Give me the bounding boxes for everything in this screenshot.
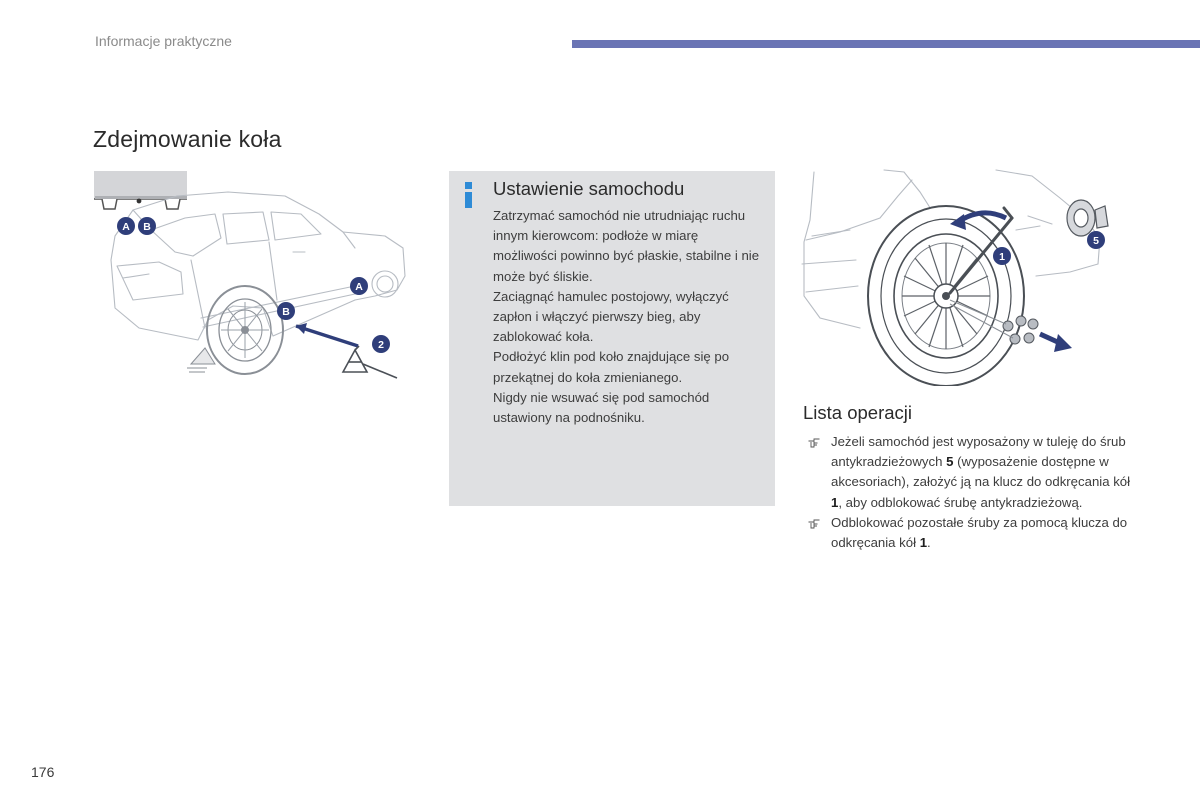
page-title: Zdejmowanie koła (93, 126, 282, 152)
operations-list (808, 432, 1138, 553)
info-paragraph: Podłożyć klin pod koło znajdujące się po przekątnej do koła zmienianego. (493, 349, 730, 385)
info-box-title: Ustawienie samochodu (493, 178, 685, 199)
part-ref-5: 5 (946, 454, 954, 470)
page-number: 176 (31, 764, 55, 780)
operation-step (808, 513, 1138, 553)
operations-title: Lista operacji (803, 402, 913, 423)
car-jack (343, 346, 397, 378)
callout-1: 1 (999, 251, 1005, 263)
part-ref-1: 1 (919, 535, 928, 551)
pointing-hand-icon (808, 518, 820, 529)
callout-A: A (122, 221, 130, 233)
header-section-label: Informacje praktyczne (95, 33, 232, 49)
wheel-bolt-removal-illustration (800, 168, 1120, 386)
operation-text: . (927, 535, 931, 551)
operation-step (808, 432, 1138, 513)
header-accent-bar (572, 40, 1200, 48)
anti-theft-socket (1067, 200, 1108, 236)
callout-A: A (355, 281, 363, 293)
callout-B: B (143, 221, 151, 233)
callout-5: 5 (1093, 235, 1099, 247)
part-ref-1: 1 (831, 494, 839, 510)
pointing-hand-icon (808, 437, 820, 448)
callout-B: B (282, 306, 290, 318)
jacking-point-inset (94, 171, 187, 209)
car-jacking-illustration (93, 168, 413, 386)
info-box (449, 171, 775, 506)
operation-text: Odblokować pozostałe śruby za pomocą klucza do odkręcania kół (831, 514, 1128, 551)
info-box-body (493, 206, 765, 428)
callout-badges (117, 217, 390, 353)
info-icon (465, 182, 473, 208)
operation-text: , aby odblokować śrubę antykradzieżową. (838, 494, 1083, 510)
operation-text: (wyposażenie dostępne w akcesoriach), założyć ją na klucz do odkręcania kół (831, 454, 1131, 490)
info-paragraph: Nigdy nie wsuwać się pod samochód ustawiony na podnośniku. (493, 389, 710, 426)
rear-wheel (207, 286, 283, 374)
info-paragraph: Zaciągnąć hamulec postojowy, wyłączyć zapłon i włączyć pierwszy bieg, aby zablokować koła. (493, 288, 729, 345)
operation-text: Jeżeli samochód jest wyposażony w tuleję do śrub antykradzieżowych (831, 434, 1126, 470)
callout-2: 2 (378, 339, 384, 351)
info-paragraph: Zatrzymać samochód nie utrudniając ruchu innym kierowcom: podłoże w miarę możliwości powinno być płaskie, stabilne i nie może być śliskie. (493, 208, 760, 284)
